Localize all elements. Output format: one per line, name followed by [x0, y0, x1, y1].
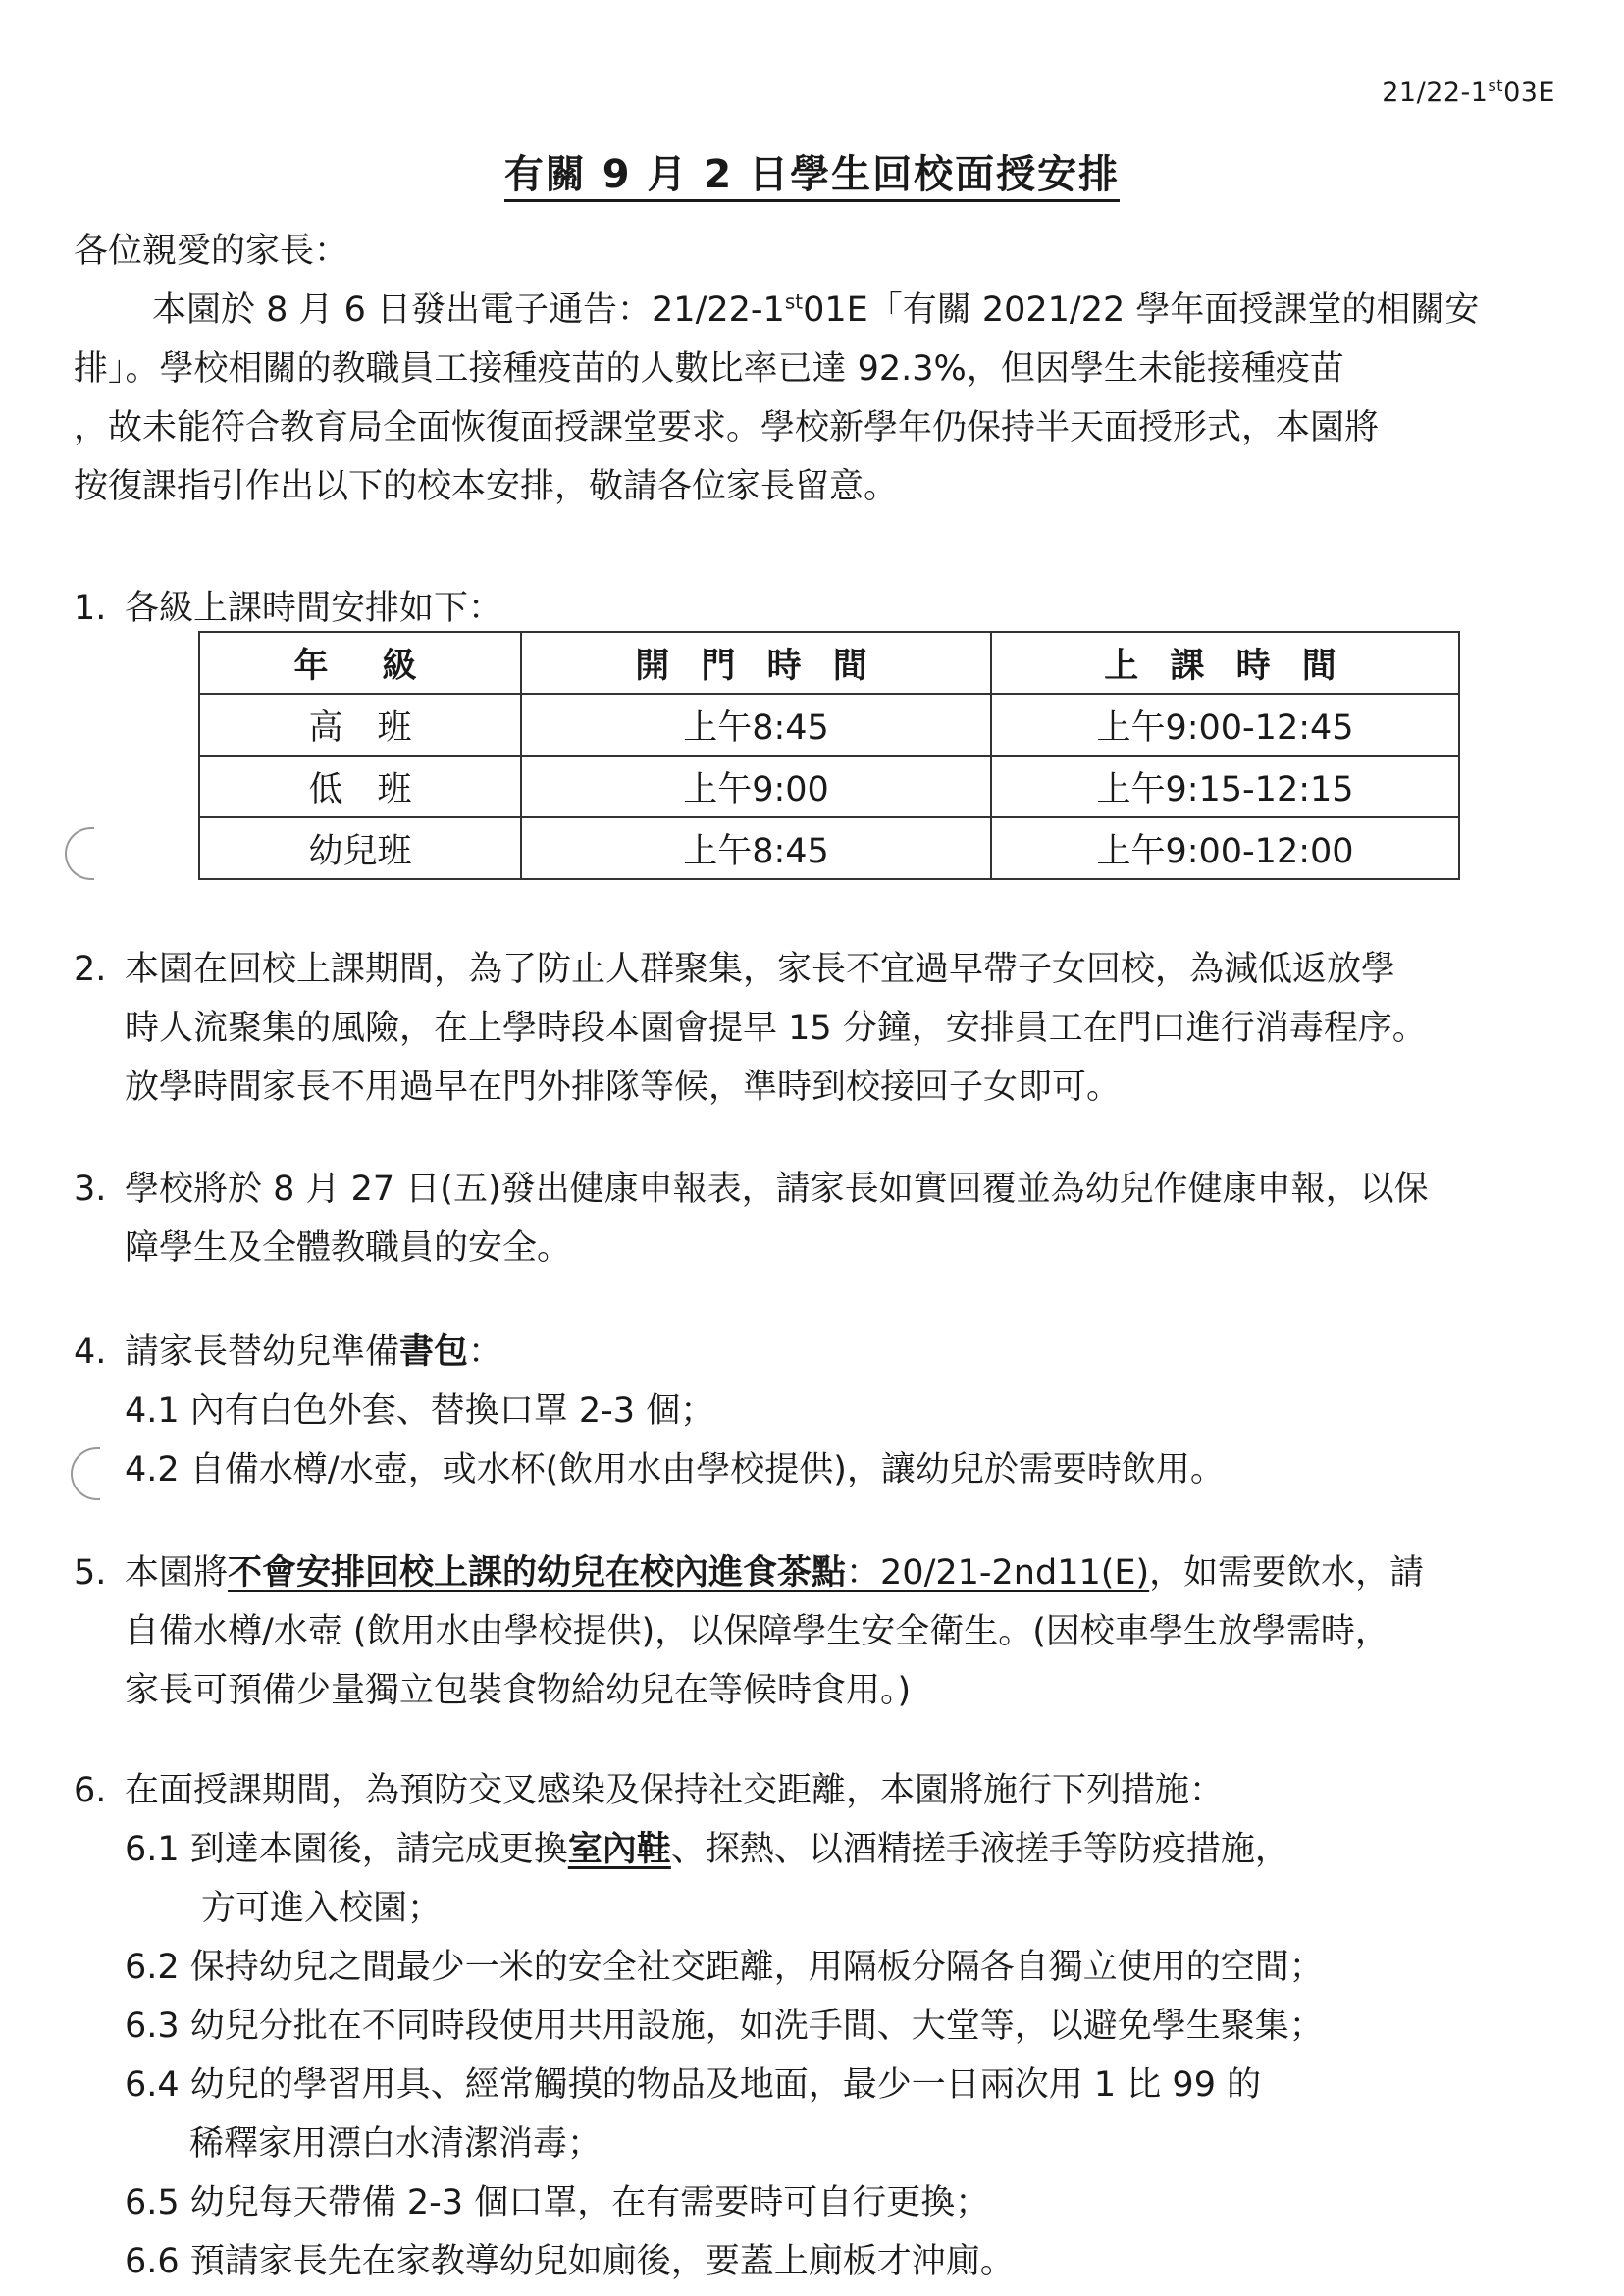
item-5-underlined-bold: 不會安排回校上課的幼兒在校內進食茶點	[228, 1553, 847, 1592]
item-2-block	[74, 940, 1565, 1117]
item-1-number: 1.	[74, 589, 107, 628]
item-4-number: 4.	[74, 1332, 107, 1372]
row-grade: 低 班	[199, 756, 521, 817]
header-open-time: 開 門 時 間	[521, 632, 991, 694]
item-6-3: 6.3 幼兒分批在不同時段使用共用設施，如洗手間、大堂等，以避免學生聚集；	[125, 2007, 1324, 2046]
salutation: 各位親愛的家長：	[74, 232, 349, 271]
item-2-line-3: 放學時間家長不用過早在門外排隊等候，準時到校接回子女即可。	[125, 1068, 1122, 1107]
notice-title	[0, 143, 1624, 199]
header-grade: 年 級	[199, 632, 521, 694]
row-grade: 高 班	[199, 694, 521, 756]
item-6-1	[74, 1820, 1565, 1879]
item-6-4-cont: 稀釋家用漂白水清潔消毒；	[189, 2124, 602, 2164]
item-4-block	[74, 1323, 1565, 1382]
item-1-line	[74, 579, 1565, 638]
table-row	[199, 756, 1459, 817]
item-1	[74, 579, 1565, 638]
item-6	[74, 1761, 1565, 2291]
item-4-text-bold: 書包	[399, 1332, 469, 1372]
item-5-line-3: 家長可預備少量獨立包裝食物給幼兒在等候時食用。)	[125, 1671, 912, 1710]
table-header-row	[199, 632, 1459, 694]
intro-line-1	[74, 281, 1565, 339]
intro-section	[74, 222, 1565, 516]
schedule-table	[198, 631, 1460, 880]
row-open-time: 上午8:45	[521, 694, 991, 756]
item-6-1-cont: 方可進入校園；	[201, 1889, 443, 1928]
item-2-line-2: 時人流聚集的風險，在上學時段本園會提早 15 分鐘，安排員工在門口進行消毒程序。	[125, 1009, 1427, 1048]
item-6-1-bold: 室內鞋	[567, 1830, 671, 1869]
table-row	[199, 817, 1459, 879]
header-class-time: 上 課 時 間	[991, 632, 1459, 694]
reference-code	[1382, 77, 1555, 108]
item-5-line-2: 自備水樽/水壺 (飲用水由學校提供)，以保障學生安全衛生。(因校車學生放學需時，	[125, 1612, 1389, 1651]
item-4-text-b: ：	[468, 1332, 503, 1372]
intro-line-3: ，故未能符合教育局全面恢復面授課堂要求。學校新學年仍保持半天面授形式，本園將	[74, 408, 1380, 447]
item-4-text-a: 請家長替幼兒準備	[125, 1332, 400, 1372]
item-6-text: 在面授課期間，為預防交叉感染及保持社交距離，本園將施行下列措施：	[125, 1771, 1225, 1810]
item-3-line-2: 障學生及全體教職員的安全。	[125, 1228, 572, 1268]
intro-line-1-b: 01E「有關 2021/22 學年面授課堂的相關安	[803, 290, 1480, 330]
item-5-underlined-ref: ：20/21-2nd11(E)	[846, 1553, 1150, 1592]
intro-line-1-sup: st	[784, 289, 804, 314]
table-row	[199, 694, 1459, 756]
item-4-line	[125, 1323, 1565, 1382]
intro-line-1-a: 本園於 8 月 6 日發出電子通告：21/22-1	[152, 290, 785, 330]
row-class-time: 上午9:15-12:15	[991, 756, 1459, 817]
item-6-block	[74, 1761, 1565, 1820]
row-open-time: 上午9:00	[521, 756, 991, 817]
row-open-time: 上午8:45	[521, 817, 991, 879]
item-3-block	[74, 1160, 1565, 1278]
intro-line-2: 排」。學校相關的教職員工接種疫苗的人數比率已達 92.3%，但因學生未能接種疫苗	[74, 349, 1344, 389]
item-4-2: 4.2 自備水樽/水壺，或水杯(飲用水由學校提供)，讓幼兒於需要時飲用。	[125, 1450, 1225, 1489]
row-grade: 幼兒班	[199, 817, 521, 879]
item-5-text-b: ，如需要飲水，請	[1149, 1553, 1425, 1592]
row-class-time: 上午9:00-12:45	[991, 694, 1459, 756]
item-6-2: 6.2 保持幼兒之間最少一米的安全社交距離，用隔板分隔各自獨立使用的空間；	[125, 1948, 1324, 1987]
item-6-5: 6.5 幼兒每天帶備 2-3 個口罩，在有需要時可自行更換；	[125, 2183, 990, 2222]
item-1-text: 各級上課時間安排如下：	[125, 589, 503, 628]
item-5-block	[74, 1543, 1565, 1720]
item-5-text-a: 本園將	[125, 1553, 229, 1592]
item-6-number: 6.	[74, 1771, 107, 1810]
intro-line-4: 按復課指引作出以下的校本安排，敬請各位家長留意。	[74, 467, 899, 506]
item-6-6: 6.6 預請家長先在家教導幼兒如廁後，要蓋上廁板才沖廁。	[125, 2242, 1015, 2281]
item-6-1-b: 、探熱、以酒精搓手液搓手等防疫措施，	[670, 1830, 1289, 1869]
item-4-1: 4.1 內有白色外套、替換口罩 2-3 個；	[125, 1391, 715, 1431]
notice-title-text: 有關 9 月 2 日學生回校面授安排	[504, 152, 1120, 202]
item-3-line-1: 學校將於 8 月 27 日(五)發出健康申報表，請家長如實回覆並為幼兒作健康申報，以保	[125, 1170, 1429, 1209]
item-6-1-a: 6.1 到達本園後，請完成更換	[125, 1830, 568, 1869]
ref-code-sup: st	[1488, 77, 1504, 95]
item-4	[74, 1323, 1565, 1499]
item-5-number: 5.	[74, 1553, 107, 1592]
punch-hole-mark	[65, 827, 94, 880]
ref-code-prefix: 21/22-1	[1382, 78, 1489, 108]
row-class-time: 上午9:00-12:00	[991, 817, 1459, 879]
item-6-4: 6.4 幼兒的學習用具、經常觸摸的物品及地面，最少一日兩次用 1 比 99 的	[125, 2065, 1262, 2105]
item-2-line-1: 本園在回校上課期間，為了防止人群聚集，家長不宜過早帶子女回校，為減低返放學	[125, 950, 1396, 989]
item-5	[74, 1543, 1565, 1720]
item-3	[74, 1160, 1565, 1278]
item-2	[74, 940, 1565, 1117]
item-3-number: 3.	[74, 1170, 107, 1209]
item-2-number: 2.	[74, 950, 107, 989]
ref-code-suffix: 03E	[1503, 78, 1555, 108]
item-5-line-1	[125, 1543, 1565, 1602]
